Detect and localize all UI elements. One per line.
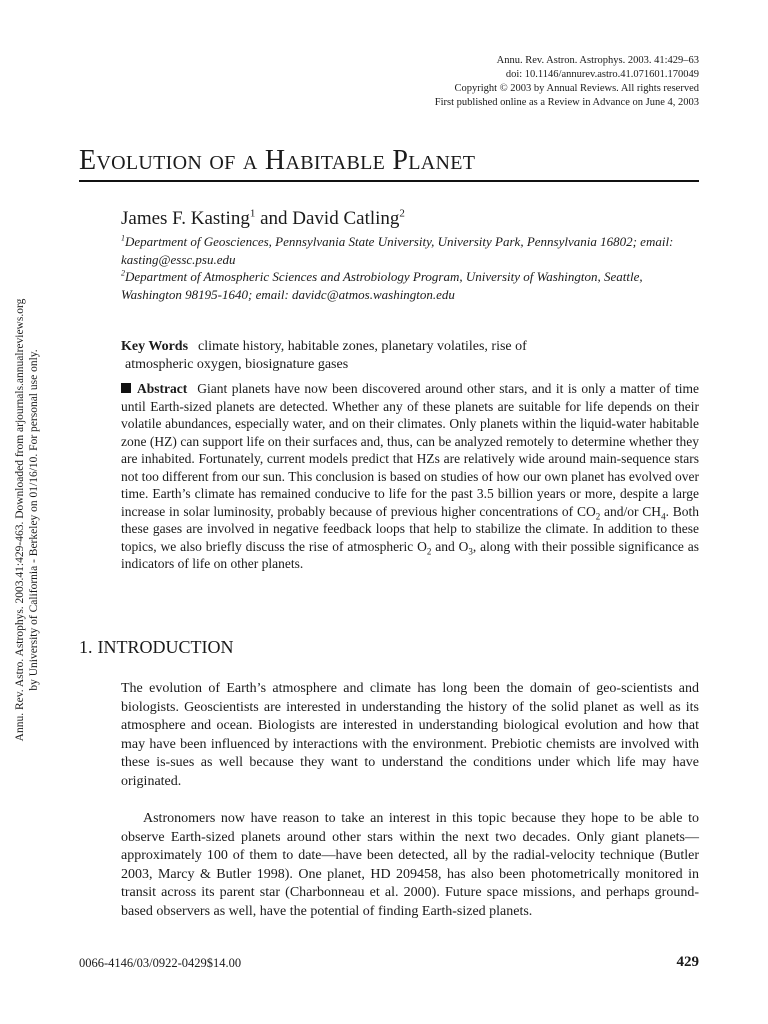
abstract — [121, 380, 699, 573]
publication-info — [299, 54, 699, 110]
affiliation-2-superscript: 2 — [121, 268, 125, 278]
author-1: James F. Kasting — [121, 208, 250, 229]
abstract-text-2: and/or CH — [600, 503, 662, 519]
doi[interactable]: doi: 10.1146/annurev.astro.41.071601.170049 — [505, 69, 699, 80]
download-notice — [13, 260, 41, 780]
abstract-text-3: . Both these gases are involved in negative feedback loops that help to stabilize the climate. In addition to these topics, we also briefly discuss the rise of atmospheric O — [121, 503, 699, 554]
affiliation-2-text: Department of Atmospheric Sciences and Astrobiology Program, University of Washington, Seattle, Washington 98195-1640; email: davidc@atmos.washington.edu — [121, 269, 643, 302]
subscript-o2: 2 — [426, 546, 432, 557]
square-bullet-icon — [121, 383, 131, 393]
journal-citation: Annu. Rev. Astron. Astrophys. 2003. 41:429–63 — [496, 55, 699, 66]
authors — [121, 208, 405, 230]
affiliation-1 — [121, 233, 681, 269]
published-date: First published online as a Review in Advance on June 4, 2003 — [434, 97, 699, 108]
keywords — [121, 338, 661, 374]
affiliation-1-text: Department of Geosciences, Pennsylvania State University, University Park, Pennsylvania 16802; email: kasting@essc.psu.edu — [121, 234, 674, 267]
author-2-superscript: 2 — [399, 207, 405, 220]
page-number: 429 — [676, 954, 699, 970]
section-title: INTRODUCTION — [97, 637, 234, 657]
section-number: 1. — [79, 637, 93, 657]
footer-code: 0066-4146/03/0922-0429$14.00 — [79, 956, 242, 970]
affiliation-2 — [121, 268, 681, 304]
keywords-line-1: climate history, habitable zones, planetary volatiles, rise of — [198, 339, 527, 354]
body-paragraph-2: Astronomers now have reason to take an interest in this topic because they hope to be able to observe Earth-sized planets around other stars within the next two decades. Only giant planets—approximately 100 of them to date—have been detected, all by the radial-velocity technique (Butler 2003, Marcy & Butler 1998). One planet, HD 209458, has also been photometrically monitored in transit across its parent star (Charbonneau et al. 2000). Future space missions, and perhaps ground-based observers as well, have the potential of finding Earth-sized planets. — [121, 811, 699, 919]
abstract-text-4: and O — [431, 538, 469, 554]
abstract-text-1: Giant planets have now been discovered around other stars, and it is only a matter of time until Earth-sized planets are detected. Whether any of these planets are suitable for life depends on their volatile abundances, especially water, and on their climates. Only planets within the liquid-water habitable zone (HZ) can support life on their surfaces and, thus, can be analyzed remotely to determine whether they are inhabited. Fortunately, current models predict that HZs are relatively wide around main-sequence stars not too different from our sun. This conclusion is based on studies of how our own planet has evolved over time. Earth’s climate has remained conducive to life for the past 3.5 billion years or more, despite a large increase in solar luminosity, probably because of previous higher concentrations of CO — [121, 381, 699, 519]
keywords-line-2: atmospheric oxygen, biosignature gases — [125, 357, 349, 372]
copyright: Copyright © 2003 by Annual Reviews. All rights reserved — [454, 83, 699, 94]
page-title: Evolution of a Habitable Planet — [79, 145, 476, 176]
abstract-label: Abstract — [137, 381, 188, 396]
title-divider — [79, 180, 699, 182]
author-2: and David Catling — [255, 208, 400, 229]
subscript-o3: 3 — [468, 546, 473, 557]
download-notice-line-2: by University of California - Berkeley on 01/16/10. For personal use only. — [28, 349, 40, 691]
subscript-ch4: 4 — [661, 511, 666, 522]
abstract-text-5: , along with their possible significance as indicators of life on other planets. — [121, 538, 699, 571]
author-1-superscript: 1 — [249, 207, 256, 220]
keywords-label: Key Words — [121, 339, 189, 354]
subscript-co2: 2 — [595, 511, 601, 522]
section-heading — [79, 637, 233, 658]
body-paragraph-1: The evolution of Earth’s atmosphere and climate has long been the domain of geo-scientists and biologists. Geoscientists are interested in understanding the history of the solid planet as well as its atmosphere and ocean. Biologists are interested in understanding biological evolution and how that may have been influenced by interactions with the environment. Prebiotic chemists are involved with these is-sues as well because they want to understand the conditions under which life may have originated. — [121, 681, 699, 789]
affiliation-1-superscript: 1 — [121, 233, 125, 243]
download-notice-line-1: Annu. Rev. Astro. Astrophys. 2003.41:429-463. Downloaded from arjournals.annualreviews.org — [14, 298, 26, 742]
